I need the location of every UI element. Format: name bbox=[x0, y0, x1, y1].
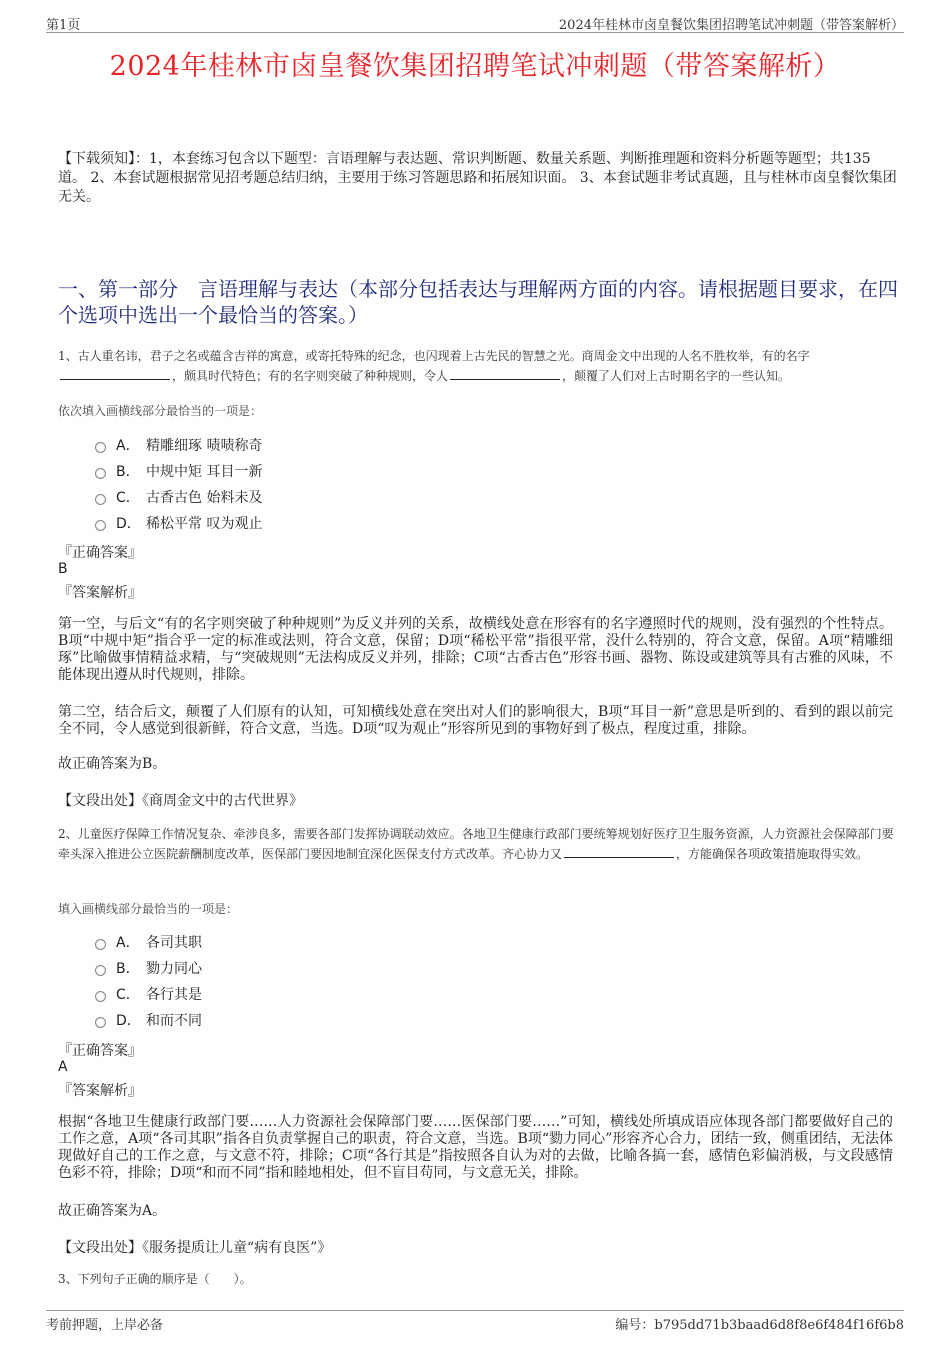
radio-icon[interactable] bbox=[95, 520, 106, 531]
footer-slogan: 考前押题，上岸必备 bbox=[46, 1318, 164, 1333]
passage-source: 【文段出处】《服务提质让儿童“病有良医”》 bbox=[58, 1240, 332, 1256]
radio-icon[interactable] bbox=[95, 991, 106, 1002]
radio-icon[interactable] bbox=[95, 494, 106, 505]
option-c[interactable]: C． 古香古色 始料未及 bbox=[95, 484, 262, 510]
question-3-stem: 3、下列句子正确的顺序是（ ）。 bbox=[58, 1272, 252, 1286]
footer-doc-id: 编号：b795dd71b3baad6d8f8e6f484f16f6b8 bbox=[615, 1318, 904, 1333]
header-page-number: 第1页 bbox=[46, 18, 81, 33]
analysis-paragraph-1: 根据“各地卫生健康行政部门要……人力资源社会保障部门要……医保部门要……”可知，横线处所填成语应体现各部门都要做好自己的工作之意，A项“各司其职”指各自负责掌握自己的职责，符合文意，当选。B项“勠力同心”形容齐心合力，团结一致，侧重团结，无法体现做好自己的工作之意，与文意不符，排除；C项“各行其是”指按照各自认为对的去做，比喻各搞一套，感情色彩偏消极，与文段感情色彩不符，排除；D项“和而不同”指和睦地相处，但不盲目苟同，与文意无关，排除。 bbox=[58, 1114, 893, 1181]
analysis-label: 『答案解析』 bbox=[58, 1083, 142, 1099]
radio-icon[interactable] bbox=[95, 442, 106, 453]
question-1-text-b: ，颇具时代特色；有的名字则突破了种种规则，令人 bbox=[172, 369, 449, 383]
section-heading: 一、第一部分 言语理解与表达（本部分包括表达与理解两方面的内容。请根据题目要求，在四个选项中选出一个最恰当的答案。） bbox=[58, 277, 898, 327]
question-2-options bbox=[95, 929, 202, 1033]
question-2-text-b: ，方能确保各项政策措施取得实效。 bbox=[676, 847, 869, 861]
analysis-paragraph-2: 第二空，结合后文，颠覆了人们原有的认知，可知横线处意在突出对人们的影响很大，B项“耳目一新”意思是听到的、看到的跟以前完全不同，令人感觉到很新鲜，符合文意，当选。D项“叹为观止”形容所见到的事物好到了极点，程度过重，排除。 bbox=[58, 704, 893, 737]
correct-answer-label: 『正确答案』 bbox=[58, 545, 142, 561]
fill-blank-2 bbox=[450, 367, 560, 380]
question-1-text-a: 1、古人重名讳，君子之名或蕴含吉祥的寓意，或寄托特殊的纪念，也闪现着上古先民的智慧之光。商周金文中出现的人名不胜枚举，有的名字 bbox=[58, 349, 810, 363]
header-doc-title: 2024年桂林市卤皇餐饮集团招聘笔试冲刺题（带答案解析） bbox=[558, 18, 904, 33]
radio-icon[interactable] bbox=[95, 468, 106, 479]
correct-answer: A bbox=[58, 1059, 68, 1075]
analysis-label: 『答案解析』 bbox=[58, 585, 142, 601]
conclusion: 故正确答案为B。 bbox=[58, 756, 167, 772]
radio-icon[interactable] bbox=[95, 1017, 106, 1028]
page-title: 2024年桂林市卤皇餐饮集团招聘笔试冲刺题（带答案解析） bbox=[109, 51, 841, 82]
header-divider bbox=[46, 32, 904, 33]
option-a[interactable]: A． 各司其职 bbox=[95, 929, 202, 955]
question-1-stem bbox=[58, 346, 898, 386]
option-b[interactable]: B． 勠力同心 bbox=[95, 955, 202, 981]
fill-blank-3 bbox=[564, 845, 674, 858]
passage-source: 【文段出处】《商周金文中的古代世界》 bbox=[58, 793, 303, 809]
option-d[interactable]: D． 和而不同 bbox=[95, 1007, 202, 1033]
correct-answer: B bbox=[58, 561, 68, 577]
option-b[interactable]: B． 中规中矩 耳目一新 bbox=[95, 458, 262, 484]
analysis-paragraph-1: 第一空，与后文“有的名字则突破了种种规则”为反义并列的关系，故横线处意在形容有的名字遵照时代的规则，没有强烈的个性特点。B项“中规中矩”指合乎一定的标准或法则，符合文意，保留；D项“稀松平常”指很平常，没什么特别的，符合文意，保留。A项“精雕细琢”比喻做事情精益求精，与“突破规则”无法构成反义并列，排除；C项“古香古色”形容书画、器物、陈设或建筑等具有古雅的风味，不能体现出遵从时代规则，排除。 bbox=[58, 616, 893, 683]
radio-icon[interactable] bbox=[95, 965, 106, 976]
footer-divider bbox=[46, 1310, 904, 1311]
fill-blank-1 bbox=[60, 367, 170, 380]
question-2-text-a: 2、儿童医疗保障工作情况复杂、牵涉良多，需要各部门发挥协调联动效应。各地卫生健康行政部门要统筹规划好医疗卫生服务资源，人力资源社会保障部门要牵头深入推进公立医院薪酬制度改革，医保部门要因地制宜深化医保支付方式改革。齐心协力又 bbox=[58, 827, 894, 861]
question-1-text-c: ，颠覆了人们对上古时期名字的一些认知。 bbox=[562, 369, 791, 383]
download-notice: 【下载须知】：1，本套练习包含以下题型：言语理解与表达题、常识判断题、数量关系题、判断推理题和资料分析题等题型；共135道。 2、本套试题根据常见招考题总结归纳，主要用于练习答题思路和拓展知识面。 3、本套试题非考试真题，且与桂林市卤皇餐饮集团无关。 bbox=[58, 151, 897, 205]
question-2-stem bbox=[58, 824, 898, 864]
correct-answer-label: 『正确答案』 bbox=[58, 1043, 142, 1059]
question-2-instruction: 填入画横线部分最恰当的一项是： bbox=[58, 902, 239, 916]
option-a[interactable]: A． 精雕细琢 啧啧称奇 bbox=[95, 432, 262, 458]
question-1-options bbox=[95, 432, 262, 536]
question-1-instruction: 依次填入画横线部分最恰当的一项是： bbox=[58, 404, 263, 418]
option-d[interactable]: D． 稀松平常 叹为观止 bbox=[95, 510, 262, 536]
conclusion: 故正确答案为A。 bbox=[58, 1203, 167, 1219]
option-c[interactable]: C． 各行其是 bbox=[95, 981, 202, 1007]
radio-icon[interactable] bbox=[95, 939, 106, 950]
